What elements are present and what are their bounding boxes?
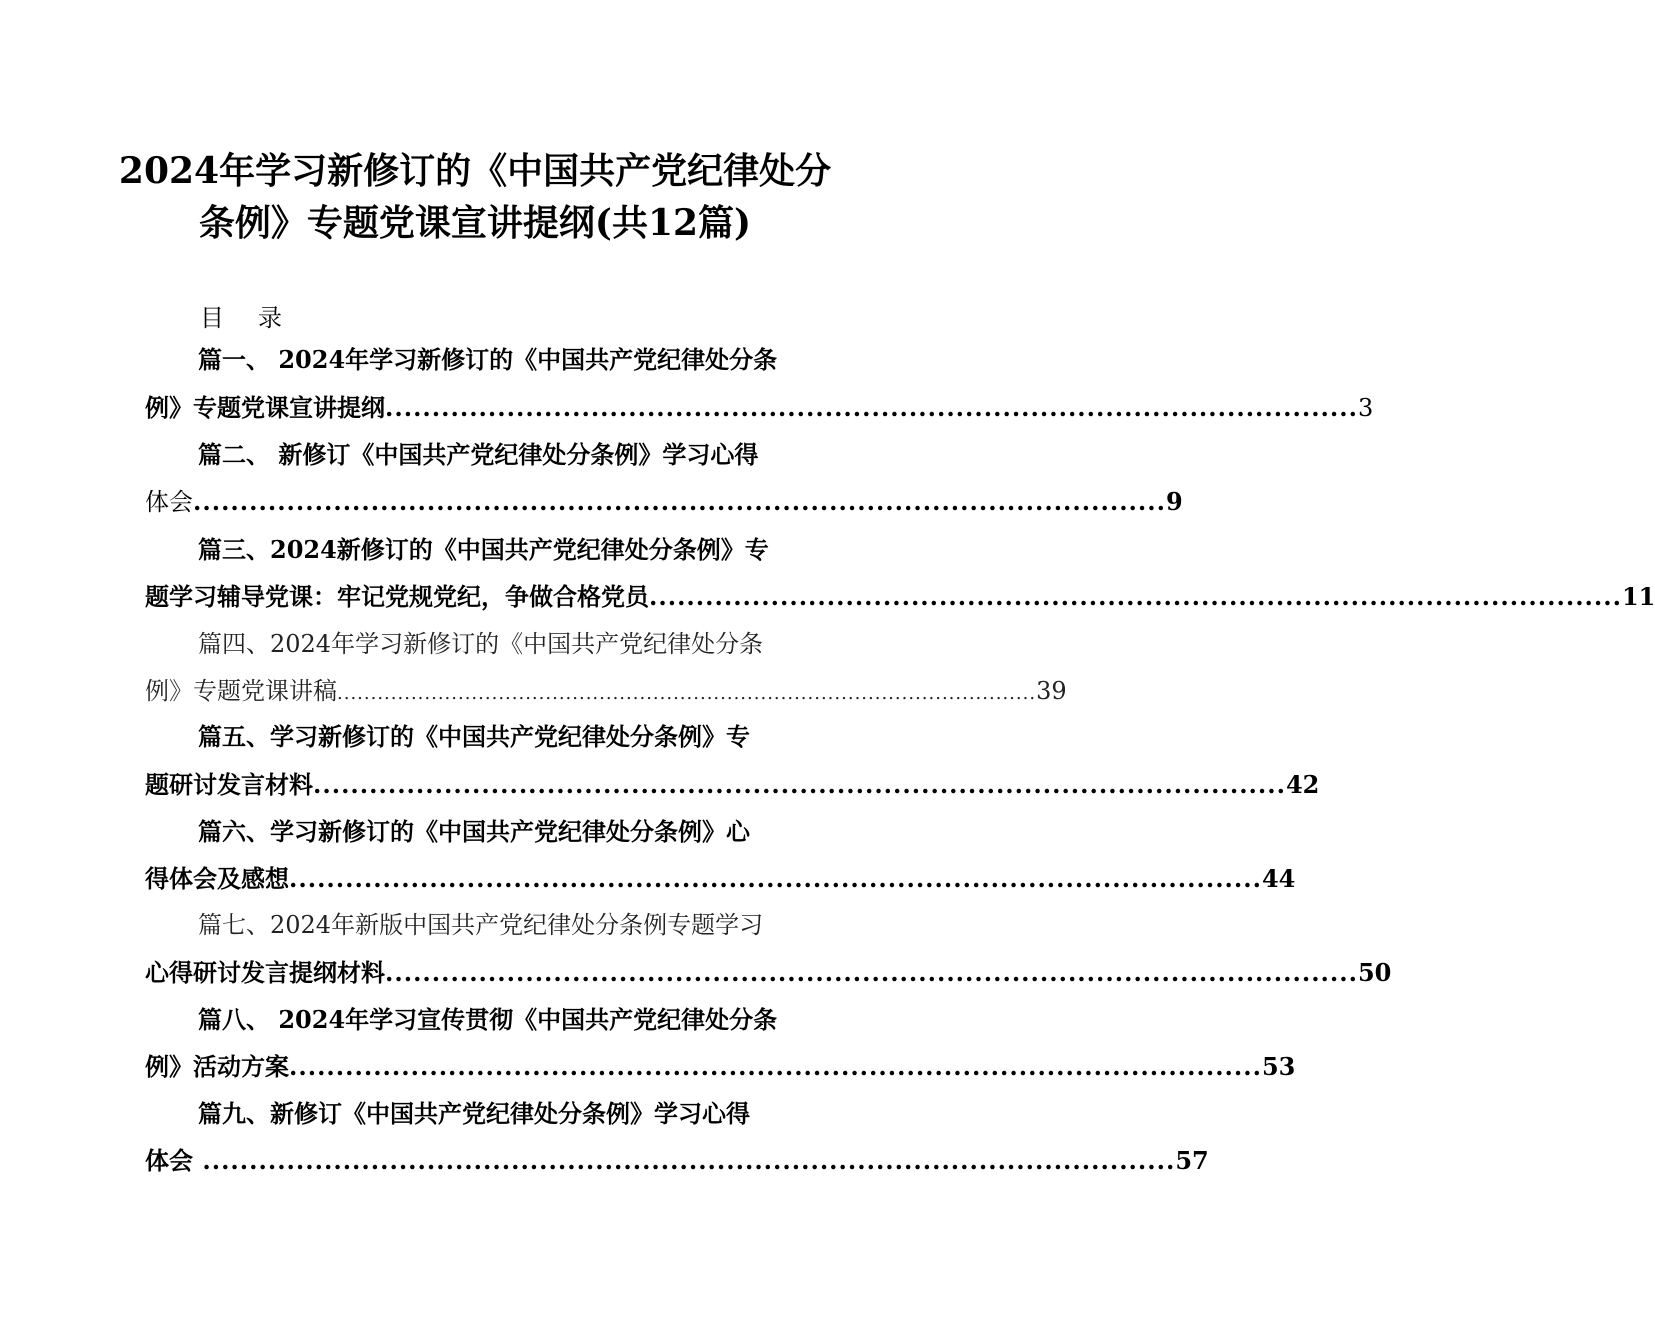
toc-heading-char-1: 目 [200,304,224,332]
toc-leader-dots: ........................................................................................................ [193,1146,1176,1175]
toc-entry-2-title: 体会 [145,488,193,516]
toc-entry-2-page: 9 [1165,487,1183,516]
toc-entry-1-page: 3 [1357,394,1374,422]
toc-entry-4-page: 39 [1036,677,1067,705]
toc-entry-6-title: 得体会及感想 [145,864,289,893]
toc-leader-dots: ........................................................................................................ [289,1052,1262,1081]
toc-entry-8-line-1: 篇八、 2024年学习宣传贯彻《中国共产党纪律处分条 [198,1005,778,1034]
toc-entry-7-line-2[interactable] [145,956,1392,990]
toc-entry-5-line-2[interactable] [145,768,1320,802]
toc-entry-8-title: 例》活动方案 [145,1052,289,1081]
document-title-line-1: 2024年学习新修订的《中国共产党纪律处分 [118,150,832,192]
toc-entry-5-page: 42 [1285,770,1320,799]
toc-entry-2-line-1: 篇二、 新修订《中国共产党纪律处分条例》学习心得 [198,440,759,469]
toc-entry-5-line-1: 篇五、学习新修订的《中国共产党纪律处分条例》专 [198,722,750,751]
toc-entry-1-title: 例》专题党课宣讲提纲 [145,393,385,422]
toc-entry-1-line-1: 篇一、 2024年学习新修订的《中国共产党纪律处分条 [198,345,778,374]
toc-entry-7-title: 心得研讨发言提纲材料 [145,958,385,987]
document-title-line-2: 条例》专题党课宣讲提纲(共12篇) [198,202,752,244]
toc-heading [200,298,316,333]
toc-entry-2-line-2[interactable] [145,485,1183,519]
toc-entry-6-line-1: 篇六、学习新修订的《中国共产党纪律处分条例》心 [198,817,750,846]
toc-entry-6-page: 44 [1261,864,1296,893]
toc-entry-9-line-2[interactable] [145,1144,1209,1178]
toc-leader-dots: ........................................................................................................ [193,487,1166,516]
toc-heading-char-2: 录 [258,304,282,332]
toc-entry-8-line-2[interactable] [145,1050,1296,1084]
toc-entry-3-page: 11 [1621,582,1655,611]
toc-leader-dots: ........................................................................................................ [385,393,1358,422]
toc-entry-9-title: 体会 [145,1146,193,1175]
toc-entry-1-line-2[interactable] [145,391,1374,425]
toc-entry-3-line-1: 篇三、2024新修订的《中国共产党纪律处分条例》专 [198,535,769,564]
toc-entry-7-line-1: 篇七、2024年新版中国共产党纪律处分条例专题学习 [198,911,764,939]
toc-entry-9-line-1: 篇九、新修订《中国共产党纪律处分条例》学习心得 [198,1099,750,1128]
toc-leader-dots: ........................................................................................................ [313,770,1286,799]
toc-entry-4-line-2[interactable] [145,674,1067,711]
toc-entry-5-title: 题研讨发言材料 [145,770,313,799]
toc-leader-dots: ........................................................................................................ [337,683,1037,704]
toc-entry-4-title: 例》专题党课讲稿 [145,677,337,705]
toc-leader-dots: ........................................................................................................ [289,864,1262,893]
toc-entry-3-title: 题学习辅导党课：牢记党规党纪，争做合格党员 [145,582,649,611]
toc-leader-dots: ........................................................................................................ [649,582,1622,611]
toc-leader-dots: ........................................................................................................ [385,958,1358,987]
toc-entry-6-line-2[interactable] [145,862,1296,896]
toc-entry-3-line-2[interactable] [145,580,1655,614]
toc-entry-7-page: 50 [1357,958,1392,987]
toc-entry-8-page: 53 [1261,1052,1296,1081]
toc-entry-9-page: 57 [1175,1146,1209,1175]
toc-entry-4-line-1: 篇四、2024年学习新修订的《中国共产党纪律处分条 [198,630,764,658]
